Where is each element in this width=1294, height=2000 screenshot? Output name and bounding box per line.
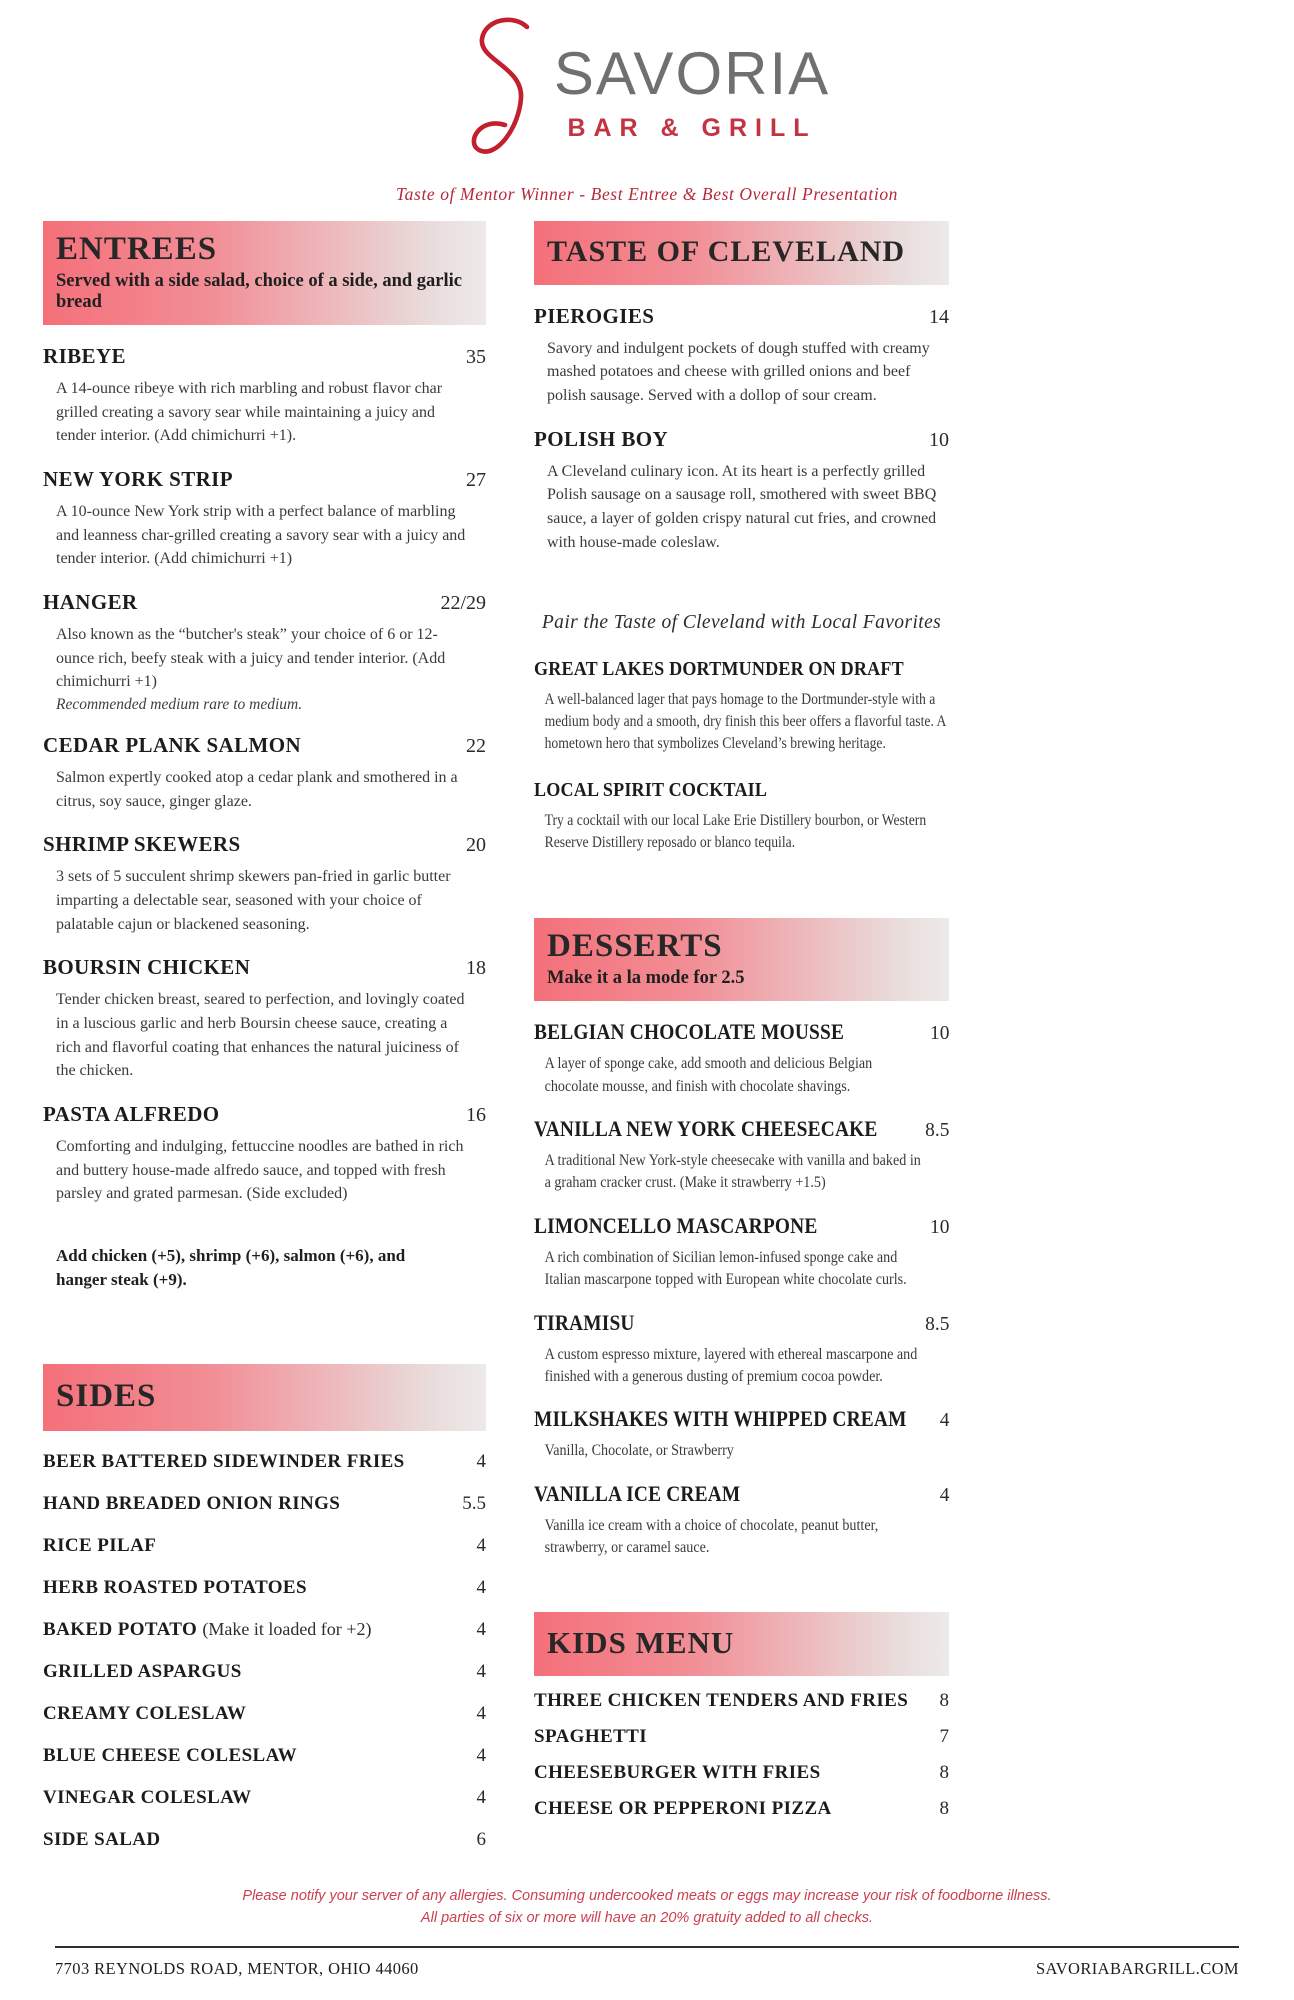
item-name: CHEESEBURGER WITH FRIES — [534, 1762, 821, 1784]
kids-item — [534, 1726, 949, 1748]
item-name: HERB ROASTED POTATOES — [43, 1577, 307, 1599]
menu-item-pasta-alfredo — [43, 1102, 486, 1206]
item-price: 8 — [939, 1798, 949, 1820]
item-price: 7 — [939, 1726, 949, 1748]
sides-title: SIDES — [56, 1378, 157, 1415]
item-price: 4 — [939, 1483, 950, 1506]
item-price: 22 — [466, 735, 486, 757]
item-name: GREAT LAKES DORTMUNDER ON DRAFT — [534, 658, 904, 681]
side-item — [43, 1745, 486, 1767]
item-price: 14 — [929, 305, 949, 328]
menu-item-pierogies — [534, 304, 949, 408]
side-item — [43, 1535, 486, 1557]
item-price: 5.5 — [462, 1493, 486, 1515]
item-description: Vanilla, Chocolate, or Strawberry — [544, 1442, 734, 1460]
side-item — [43, 1703, 486, 1725]
menu-item-ribeye — [43, 344, 486, 448]
item-price: 4 — [476, 1451, 486, 1473]
item-price: 10 — [930, 1215, 950, 1238]
side-item — [43, 1451, 486, 1473]
section-desserts — [534, 918, 949, 1559]
kids-title: KIDS MENU — [547, 1624, 735, 1660]
item-name: VINEGAR COLESLAW — [43, 1787, 252, 1809]
menu-item-polish-boy — [534, 427, 949, 555]
script-s-logo-icon — [464, 16, 540, 162]
side-item — [43, 1829, 486, 1851]
menu-item-belgian-chocolate-mousse — [534, 1019, 949, 1098]
menu-header — [0, 0, 1294, 205]
restaurant-address: 7703 REYNOLDS ROAD, MENTOR, OHIO 44060 — [55, 1959, 419, 1978]
entrees-title: ENTREES — [56, 231, 218, 267]
menu-item-shrimp-skewers — [43, 832, 486, 936]
kids-items — [534, 1690, 949, 1820]
item-name: BOURSIN CHICKEN — [43, 955, 251, 980]
desserts-title: DESSERTS — [547, 928, 723, 965]
menu-item-limoncello-mascarpone — [534, 1213, 949, 1292]
item-price: 18 — [466, 957, 486, 980]
item-price: 10 — [929, 428, 949, 451]
item-price: 8 — [939, 1762, 949, 1784]
item-description: Salmon expertly cooked atop a cedar plank and smothered in a citrus, soy sauce, ginger glaze. — [56, 769, 458, 810]
item-description: A rich combination of Sicilian lemon-infused sponge cake and Italian mascarpone topped with European white chocolate curls. — [544, 1248, 907, 1289]
item-price: 4 — [939, 1409, 950, 1432]
menu-item-vanilla-ny-cheesecake — [534, 1116, 949, 1195]
item-price: 8.5 — [925, 1312, 950, 1335]
side-item — [43, 1787, 486, 1809]
address-bar — [55, 1946, 1239, 1979]
item-price: 35 — [466, 345, 486, 368]
item-name: RICE PILAF — [43, 1535, 157, 1557]
section-kids-menu — [534, 1612, 949, 1821]
item-name: VANILLA NEW YORK CHEESECAKE — [534, 1116, 878, 1142]
restaurant-website: SAVORIABARGRILL.COM — [1035, 1959, 1239, 1978]
brand-logo — [0, 0, 1294, 162]
item-description: A custom espresso mixture, layered with ethereal mascarpone and finished with a generous dusting of premium cocoa powder. — [544, 1345, 918, 1385]
item-name: LOCAL SPIRIT COCKTAIL — [534, 779, 768, 802]
allergy-line-1: Please notify your server of any allergies. Consuming undercooked meats or eggs may increase your risk of foodborne illness. — [242, 1888, 1052, 1904]
item-description: A Cleveland culinary icon. At its heart is a perfectly grilled Polish sausage on a sausage roll, smothered with sweet BBQ sauce, a layer of golden crispy natural cut fries, and crowned with house-made coleslaw. — [547, 462, 937, 551]
item-name: TIRAMISU — [534, 1309, 635, 1335]
item-name: SIDE SALAD — [43, 1829, 161, 1851]
item-price: 4 — [476, 1619, 486, 1641]
menu-item-new-york-strip — [43, 467, 486, 571]
brand-wordmark — [554, 16, 830, 143]
item-description: Vanilla ice cream with a choice of chocolate, peanut butter, strawberry, or caramel sauce. — [544, 1516, 879, 1557]
item-name: BLUE CHEESE COLESLAW — [43, 1745, 298, 1767]
pairing-note: Pair the Taste of Cleveland with Local Favorites — [541, 612, 942, 634]
item-name: CEDAR PLANK SALMON — [43, 733, 302, 757]
item-name: HAND BREADED ONION RINGS — [43, 1493, 341, 1515]
entrees-subtitle: Served with a side salad, choice of a side, and garlic bread — [56, 270, 462, 312]
item-name: BEER BATTERED SIDEWINDER FRIES — [43, 1451, 405, 1473]
item-name: PIEROGIES — [534, 303, 655, 328]
item-price: 6 — [476, 1829, 486, 1851]
side-item — [43, 1493, 486, 1515]
brand-name: SAVORIA — [553, 40, 831, 107]
item-description: 3 sets of 5 succulent shrimp skewers pan-fried in garlic butter imparting a delectable sear, seasoned with your choice of palatable cajun or blackened seasoning. — [56, 868, 451, 933]
item-name: GRILLED ASPARGUS — [43, 1661, 242, 1683]
item-name: BELGIAN CHOCOLATE MOUSSE — [534, 1019, 845, 1045]
menu-columns — [0, 221, 1294, 1851]
menu-item-hanger — [43, 590, 486, 714]
item-name: PASTA ALFREDO — [43, 1102, 220, 1127]
side-item — [43, 1577, 486, 1599]
pairing-item-local-spirit — [534, 779, 949, 854]
item-name: LIMONCELLO MASCARPONE — [534, 1212, 818, 1238]
item-description: Savory and indulgent pockets of dough stuffed with creamy mashed potatoes and cheese with grilled onions and beef polish sausage. Served with a dollop of sour cream. — [547, 339, 930, 404]
entrees-header-band — [43, 221, 486, 325]
item-price: 4 — [476, 1787, 486, 1809]
allergy-disclaimer — [0, 1888, 1294, 1932]
item-description: A 10-ounce New York strip with a perfect balance of marbling and leanness char-grilled creating a savory sear with a juicy and tender interior. (Add chimichurri +1) — [56, 502, 466, 568]
item-name-suffix: (Make it loaded for +2) — [202, 1619, 372, 1640]
side-item — [43, 1661, 486, 1683]
item-description: Comforting and indulging, fettuccine noodles are bathed in rich and buttery house-made alfredo sauce, and topped with fresh parsley and grated parmesan. (Side excluded) — [56, 1138, 464, 1203]
item-name: VANILLA ICE CREAM — [534, 1480, 741, 1506]
item-name: POLISH BOY — [534, 426, 669, 451]
item-price: 4 — [476, 1661, 486, 1683]
item-description: A layer of sponge cake, add smooth and delicious Belgian chocolate mousse, and finish with chocolate shavings. — [544, 1055, 873, 1095]
award-tagline: Taste of Mentor Winner - Best Entree & Best Overall Presentation — [395, 184, 899, 204]
left-column — [43, 221, 486, 1851]
section-entrees — [43, 221, 486, 1292]
kids-item — [534, 1798, 949, 1820]
item-name: BAKED POTATO (Make it loaded for +2) — [43, 1619, 372, 1641]
menu-item-tiramisu — [534, 1310, 949, 1389]
kids-item — [534, 1690, 949, 1712]
brand-subtitle: BAR & GRILL — [567, 114, 817, 142]
cleveland-header-band — [534, 221, 949, 285]
item-name: CREAMY COLESLAW — [43, 1703, 247, 1725]
item-price: 4 — [476, 1535, 486, 1557]
kids-header-band — [534, 1612, 949, 1677]
side-item-baked-potato — [43, 1619, 486, 1641]
entrees-addons-note: Add chicken (+5), shrimp (+6), salmon (+6), and hanger steak (+9). — [56, 1246, 406, 1290]
menu-item-milkshakes — [534, 1406, 949, 1462]
allergy-line-2: All parties of six or more will have an 20% gratuity added to all checks. — [420, 1910, 874, 1926]
item-name: CHEESE OR PEPPERONI PIZZA — [534, 1798, 832, 1820]
kids-item — [534, 1762, 949, 1784]
desserts-header-band — [534, 918, 949, 1001]
item-name: NEW YORK STRIP — [43, 466, 233, 491]
menu-item-vanilla-ice-cream — [534, 1481, 949, 1560]
item-description: A 14-ounce ribeye with rich marbling and robust flavor char grilled creating a savory sear while maintaining a juicy and tender interior. (Add chimichurri +1). — [56, 379, 443, 445]
item-note: Recommended medium rare to medium. — [56, 696, 303, 713]
item-price: 20 — [466, 834, 486, 857]
item-price: 8.5 — [925, 1119, 950, 1142]
pairing-item-great-lakes — [534, 658, 949, 755]
item-price: 4 — [476, 1745, 486, 1767]
item-price: 10 — [930, 1022, 950, 1045]
item-price: 16 — [466, 1104, 486, 1127]
item-price: 22/29 — [440, 591, 486, 614]
item-price: 4 — [476, 1577, 486, 1599]
item-name: THREE CHICKEN TENDERS AND FRIES — [534, 1690, 909, 1712]
section-sides — [43, 1364, 486, 1851]
item-price: 8 — [939, 1690, 949, 1712]
menu-item-boursin-chicken — [43, 955, 486, 1083]
menu-item-cedar-plank-salmon — [43, 733, 486, 813]
item-description: Try a cocktail with our local Lake Erie Distillery bourbon, or Western Reserve Distillery reposado or blanco tequila. — [544, 812, 927, 852]
item-name: RIBEYE — [43, 343, 126, 368]
item-description: A traditional New York-style cheesecake with vanilla and baked in a graham cracker crust. (Make it strawberry +1.5) — [544, 1152, 921, 1192]
item-description: Also known as the “butcher's steak” your choice of 6 or 12-ounce rich, beefy steak with a juicy and tender interior. (Add chimichurri +1) — [56, 625, 446, 691]
item-price: 27 — [466, 468, 486, 491]
item-name: SPAGHETTI — [534, 1726, 648, 1748]
item-price: 4 — [476, 1703, 486, 1725]
desserts-subtitle: Make it a la mode for 2.5 — [547, 968, 745, 989]
section-taste-of-cleveland — [534, 221, 949, 854]
item-name: SHRIMP SKEWERS — [43, 832, 241, 857]
item-name: MILKSHAKES WITH WHIPPED CREAM — [534, 1406, 907, 1432]
cleveland-title: TASTE OF CLEVELAND — [547, 235, 906, 268]
item-name: HANGER — [43, 589, 138, 614]
item-description: Tender chicken breast, seared to perfection, and lovingly coated in a luscious garlic and herb Boursin cheese sauce, creating a rich and flavorful coating that enhances the natural juiciness of the chicken. — [56, 991, 465, 1080]
item-description: A well-balanced lager that pays homage to the Dortmunder-style with a medium body and a smooth, dry finish this beer offers a flavorful taste. A hometown hero that symbolizes Cleveland’s brewing heritage. — [544, 691, 946, 753]
sides-header-band — [43, 1364, 486, 1431]
right-column — [534, 221, 949, 1851]
